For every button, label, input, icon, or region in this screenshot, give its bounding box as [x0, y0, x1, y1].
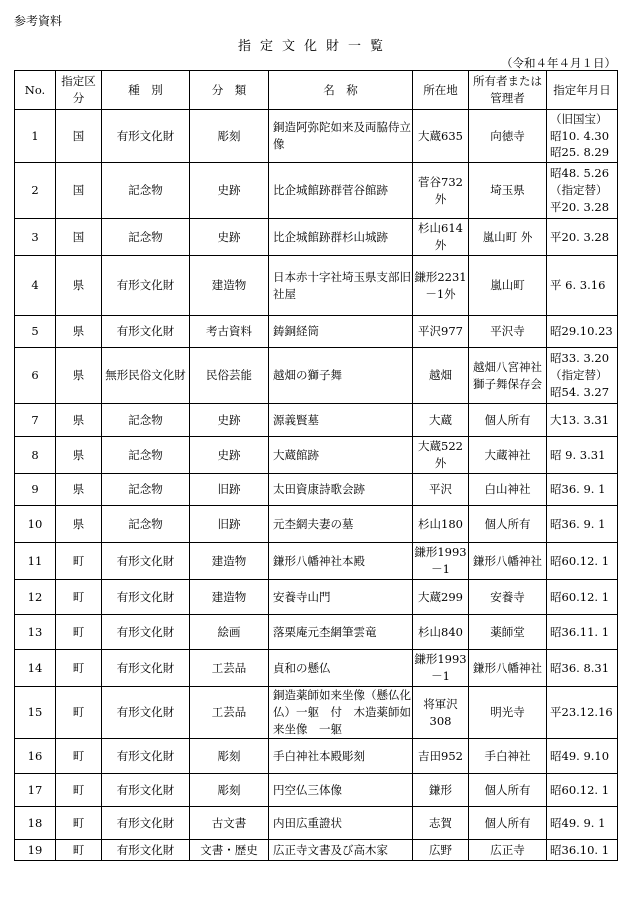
cell-type: 有形文化財 — [102, 650, 190, 687]
cell-name: 広正寺文書及び高木家 — [269, 840, 413, 861]
cell-owner: 薬師堂 — [469, 615, 547, 650]
cell-designation: 県 — [56, 348, 102, 404]
cell-designation: 町 — [56, 650, 102, 687]
col-header-location: 所在地 — [413, 71, 469, 110]
col-header-designation: 指定区分 — [56, 71, 102, 110]
cell-type: 有形文化財 — [102, 774, 190, 807]
cell-no: 16 — [15, 739, 56, 774]
cell-location: 大蔵522外 — [413, 437, 469, 474]
cell-type: 記念物 — [102, 219, 190, 256]
cell-owner: 平沢寺 — [469, 316, 547, 348]
cell-type: 有形文化財 — [102, 739, 190, 774]
cell-category: 建造物 — [190, 580, 269, 615]
table-row — [15, 774, 618, 807]
cell-designation: 町 — [56, 580, 102, 615]
cell-name: 円空仏三体像 — [269, 774, 413, 807]
cell-type: 記念物 — [102, 506, 190, 543]
col-header-name: 名 称 — [269, 71, 413, 110]
cell-date: 昭48. 5.26 （指定替） 平20. 3.28 — [547, 163, 618, 219]
cell-owner: 広正寺 — [469, 840, 547, 861]
cell-location: 吉田952 — [413, 739, 469, 774]
table-row — [15, 650, 618, 687]
cell-owner: 嵐山町 外 — [469, 219, 547, 256]
cell-location: 将軍沢308 — [413, 687, 469, 739]
cell-date: 平20. 3.28 — [547, 219, 618, 256]
cultural-property-table — [14, 70, 618, 861]
cell-name: 比企城館跡群杉山城跡 — [269, 219, 413, 256]
table-row — [15, 543, 618, 580]
table-header-row — [15, 71, 618, 110]
cell-category: 古文書 — [190, 807, 269, 840]
cell-owner: 個人所有 — [469, 774, 547, 807]
cell-date: 昭36. 8.31 — [547, 650, 618, 687]
cell-location: 広野 — [413, 840, 469, 861]
cell-category: 旧跡 — [190, 474, 269, 506]
cell-designation: 国 — [56, 219, 102, 256]
cell-location: 志賀 — [413, 807, 469, 840]
cell-date: 昭29.10.23 — [547, 316, 618, 348]
cell-name: 太田資康詩歌会跡 — [269, 474, 413, 506]
table-row — [15, 739, 618, 774]
col-header-date: 指定年月日 — [547, 71, 618, 110]
cell-designation: 県 — [56, 506, 102, 543]
col-header-no: No. — [15, 71, 56, 110]
cell-owner: 越畑八宮神社獅子舞保存会 — [469, 348, 547, 404]
cell-type: 有形文化財 — [102, 687, 190, 739]
cell-category: 工芸品 — [190, 687, 269, 739]
cell-category: 史跡 — [190, 437, 269, 474]
table-row — [15, 580, 618, 615]
cell-date: 昭36. 9. 1 — [547, 474, 618, 506]
cell-type: 有形文化財 — [102, 615, 190, 650]
reference-label: 参考資料 — [14, 14, 63, 28]
cell-name: 鎌形八幡神社本殿 — [269, 543, 413, 580]
cell-location: 平沢977 — [413, 316, 469, 348]
cell-owner: 大蔵神社 — [469, 437, 547, 474]
table-row — [15, 807, 618, 840]
cell-date: 昭36. 9. 1 — [547, 506, 618, 543]
table-row — [15, 110, 618, 163]
cell-location: 鎌形1993－1 — [413, 543, 469, 580]
cell-owner: 明光寺 — [469, 687, 547, 739]
cell-no: 9 — [15, 474, 56, 506]
cell-type: 有形文化財 — [102, 543, 190, 580]
table-row — [15, 256, 618, 316]
cell-location: 杉山614外 — [413, 219, 469, 256]
cell-location: 鎌形 — [413, 774, 469, 807]
table-row — [15, 615, 618, 650]
cell-no: 2 — [15, 163, 56, 219]
cell-designation: 町 — [56, 687, 102, 739]
table-row — [15, 506, 618, 543]
cell-no: 6 — [15, 348, 56, 404]
cell-date: 昭60.12. 1 — [547, 543, 618, 580]
cell-owner: 個人所有 — [469, 404, 547, 437]
cell-designation: 町 — [56, 739, 102, 774]
cell-date: 昭60.12. 1 — [547, 774, 618, 807]
cell-category: 史跡 — [190, 219, 269, 256]
table-row — [15, 348, 618, 404]
cell-date: 昭 9. 3.31 — [547, 437, 618, 474]
cell-category: 民俗芸能 — [190, 348, 269, 404]
cell-no: 8 — [15, 437, 56, 474]
cell-category: 工芸品 — [190, 650, 269, 687]
cell-designation: 県 — [56, 437, 102, 474]
cell-category: 旧跡 — [190, 506, 269, 543]
cell-name: 安養寺山門 — [269, 580, 413, 615]
cell-category: 史跡 — [190, 163, 269, 219]
cell-designation: 町 — [56, 615, 102, 650]
cell-name: 比企城館跡群菅谷館跡 — [269, 163, 413, 219]
cell-no: 7 — [15, 404, 56, 437]
cell-name: 銅造薬師如来坐像（懸仏化仏）一躯 付 木造薬師如来坐像 一躯 — [269, 687, 413, 739]
cell-name: 落栗庵元杢網筆雲竜 — [269, 615, 413, 650]
cell-type: 有形文化財 — [102, 580, 190, 615]
cell-type: 有形文化財 — [102, 256, 190, 316]
cell-location: 越畑 — [413, 348, 469, 404]
cell-location: 鎌形2231－1外 — [413, 256, 469, 316]
cell-category: 彫刻 — [190, 739, 269, 774]
cell-location: 鎌形1993－1 — [413, 650, 469, 687]
cell-category: 建造物 — [190, 256, 269, 316]
cell-owner: 鎌形八幡神社 — [469, 650, 547, 687]
cell-location: 菅谷732外 — [413, 163, 469, 219]
cell-designation: 国 — [56, 163, 102, 219]
cell-date: 平 6. 3.16 — [547, 256, 618, 316]
cell-no: 15 — [15, 687, 56, 739]
cell-designation: 町 — [56, 543, 102, 580]
cell-date: 昭36.11. 1 — [547, 615, 618, 650]
cell-designation: 町 — [56, 807, 102, 840]
col-header-category: 分 類 — [190, 71, 269, 110]
cell-location: 杉山840 — [413, 615, 469, 650]
cell-no: 11 — [15, 543, 56, 580]
cell-type: 有形文化財 — [102, 316, 190, 348]
cell-type: 有形文化財 — [102, 840, 190, 861]
cell-name: 大蔵館跡 — [269, 437, 413, 474]
table-row — [15, 316, 618, 348]
cell-owner: 手白神社 — [469, 739, 547, 774]
cell-date: 昭36.10. 1 — [547, 840, 618, 861]
cell-location: 平沢 — [413, 474, 469, 506]
table-row — [15, 404, 618, 437]
cell-owner: 白山神社 — [469, 474, 547, 506]
cell-no: 14 — [15, 650, 56, 687]
cell-type: 無形民俗文化財 — [102, 348, 190, 404]
cell-designation: 町 — [56, 840, 102, 861]
cell-category: 彫刻 — [190, 774, 269, 807]
cell-type: 有形文化財 — [102, 110, 190, 163]
cell-category: 文書・歴史 — [190, 840, 269, 861]
table-row — [15, 474, 618, 506]
cell-name: 源義賢墓 — [269, 404, 413, 437]
cell-name: 貞和の懸仏 — [269, 650, 413, 687]
col-header-owner: 所有者または管理者 — [469, 71, 547, 110]
cell-no: 5 — [15, 316, 56, 348]
cell-name: 日本赤十字社埼玉県支部旧社屋 — [269, 256, 413, 316]
cell-no: 4 — [15, 256, 56, 316]
table-row — [15, 840, 618, 861]
cell-name: 銅造阿弥陀如来及両脇侍立像 — [269, 110, 413, 163]
cell-category: 史跡 — [190, 404, 269, 437]
cell-date: 昭33. 3.20 （指定替） 昭54. 3.27 — [547, 348, 618, 404]
cell-type: 記念物 — [102, 437, 190, 474]
page-title: 指定文化財一覧 — [237, 39, 392, 54]
cell-owner: 嵐山町 — [469, 256, 547, 316]
cell-no: 17 — [15, 774, 56, 807]
cell-type: 記念物 — [102, 404, 190, 437]
cell-location: 杉山180 — [413, 506, 469, 543]
cell-no: 10 — [15, 506, 56, 543]
cell-category: 彫刻 — [190, 110, 269, 163]
cell-designation: 町 — [56, 774, 102, 807]
cell-no: 3 — [15, 219, 56, 256]
cell-category: 絵画 — [190, 615, 269, 650]
cell-no: 12 — [15, 580, 56, 615]
cell-name: 越畑の獅子舞 — [269, 348, 413, 404]
cell-owner: 安養寺 — [469, 580, 547, 615]
cell-name: 鋳銅経筒 — [269, 316, 413, 348]
cell-date: 大13. 3.31 — [547, 404, 618, 437]
cell-date: 平23.12.16 — [547, 687, 618, 739]
cell-no: 13 — [15, 615, 56, 650]
table-row — [15, 437, 618, 474]
cell-name: 元杢網夫妻の墓 — [269, 506, 413, 543]
cell-type: 記念物 — [102, 163, 190, 219]
cell-location: 大蔵299 — [413, 580, 469, 615]
cell-designation: 県 — [56, 316, 102, 348]
cell-date: 昭49. 9.10 — [547, 739, 618, 774]
cell-category: 考古資料 — [190, 316, 269, 348]
cell-no: 19 — [15, 840, 56, 861]
cell-owner: 向徳寺 — [469, 110, 547, 163]
cell-type: 有形文化財 — [102, 807, 190, 840]
cell-category: 建造物 — [190, 543, 269, 580]
cell-designation: 国 — [56, 110, 102, 163]
table-row — [15, 687, 618, 739]
cell-name: 手白神社本殿彫刻 — [269, 739, 413, 774]
cell-type: 記念物 — [102, 474, 190, 506]
cell-date: 昭49. 9. 1 — [547, 807, 618, 840]
cell-owner: 個人所有 — [469, 807, 547, 840]
cell-name: 内田広重證状 — [269, 807, 413, 840]
cell-owner: 埼玉県 — [469, 163, 547, 219]
cell-owner: 鎌形八幡神社 — [469, 543, 547, 580]
cell-location: 大蔵635 — [413, 110, 469, 163]
table-row — [15, 163, 618, 219]
cell-designation: 県 — [56, 256, 102, 316]
cell-designation: 県 — [56, 474, 102, 506]
col-header-type: 種 別 — [102, 71, 190, 110]
cell-designation: 県 — [56, 404, 102, 437]
as-of-date: （令和４年４月１日） — [501, 56, 616, 70]
cell-date: （旧国宝） 昭10. 4.30 昭25. 8.29 — [547, 110, 618, 163]
cell-location: 大蔵 — [413, 404, 469, 437]
cell-no: 18 — [15, 807, 56, 840]
cell-date: 昭60.12. 1 — [547, 580, 618, 615]
table-row — [15, 219, 618, 256]
cell-owner: 個人所有 — [469, 506, 547, 543]
cell-no: 1 — [15, 110, 56, 163]
